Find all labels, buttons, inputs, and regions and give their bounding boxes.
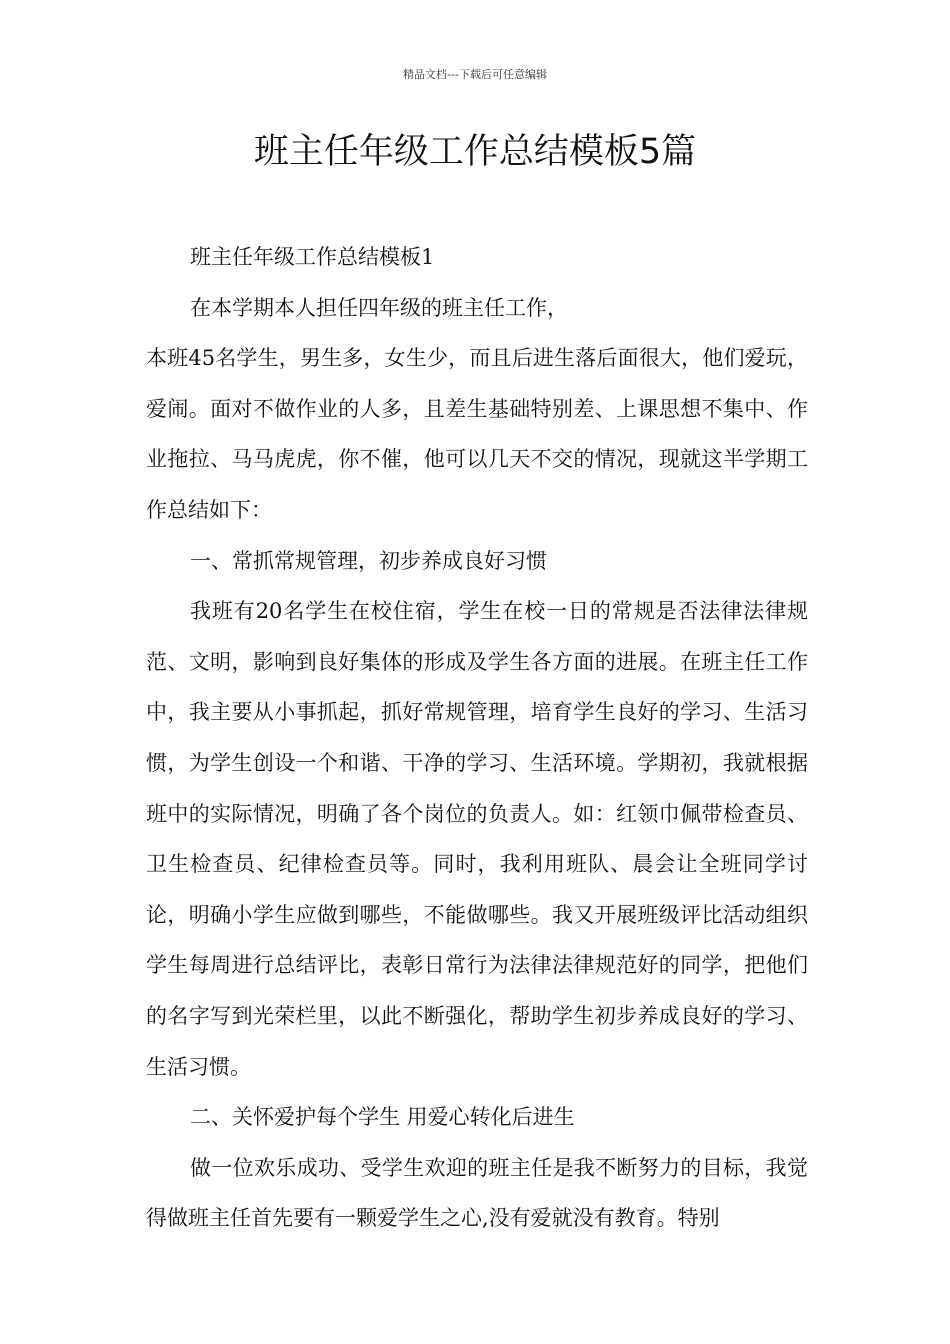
intro-line: 在本学期本人担任四年级的班主任工作， [190, 295, 568, 320]
header-note: 精品文档---下载后可任意编辑 [403, 68, 547, 81]
section-heading-2: 二、关怀爱护每个学生 用爱心转化后进生 [190, 1105, 575, 1130]
body-paragraph-2: 做一位欢乐成功、受学生欢迎的班主任是我不断努力的目标，我觉得做班主任首先要有一颗爱学生之心,没有爱就没有教育。特别 [146, 1155, 808, 1231]
document-title: 班主任年级工作总结模板5篇 [253, 132, 697, 172]
intro-paragraph: 本班45名学生，男生多，女生少，而且后进生落后面很大，他们爱玩，爱闹。面对不做作业的人多，且差生基础特别差、上课思想不集中、作业拖拉、马马虎虎，你不催，他可以几天不交的情况，现就这半学期工作总结如下： [146, 346, 808, 522]
section-heading-1: 一、常抓常规管理，初步养成良好习惯 [190, 548, 547, 573]
section-heading-template-1: 班主任年级工作总结模板1 [190, 245, 435, 269]
document-body [146, 232, 808, 1244]
body-paragraph-1: 我班有20名学生在校住宿，学生在校一日的常规是否法律法律规范、文明，影响到良好集体的形成及学生各方面的进展。在班主任工作中，我主要从小事抓起，抓好常规管理，培育学生良好的学习、生活习惯，为学生创设一个和谐、干净的学习、生活环境。学期初，我就根据班中的实际情况，明确了各个岗位的负责人。如：红领巾佩带检查员、卫生检查员、纪律检查员等。同时，我利用班队、晨会让全班同学讨论，明确小学生应做到哪些，不能做哪些。我又开展班级评比活动组织学生每周进行总结评比，表彰日常行为法律法律规范好的同学，把他们的名字写到光荣栏里，以此不断强化，帮助学生初步养成良好的学习、生活习惯。 [146, 599, 808, 1079]
